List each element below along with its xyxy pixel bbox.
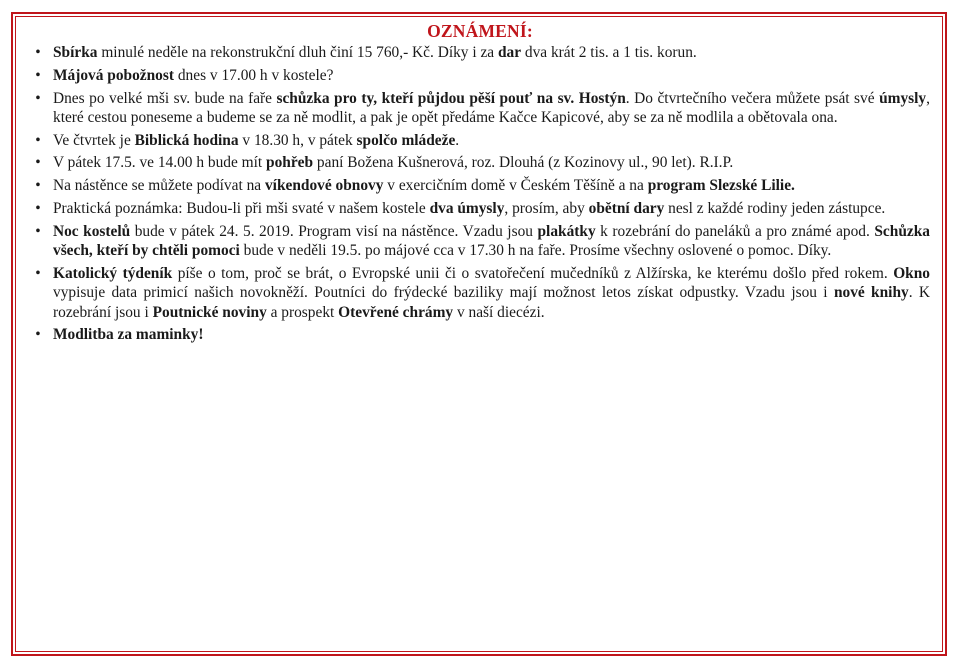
list-item — [30, 131, 930, 150]
text: Na nástěnce se můžete podívat na — [53, 177, 265, 195]
bold-text: obětní dary — [588, 200, 665, 218]
text: . Do čtvrtečního večera můžete psát své — [625, 89, 880, 107]
text: v 18.30 h, v pátek — [238, 131, 357, 149]
bold-text: Otevřené chrámy — [338, 303, 454, 321]
list-item — [30, 153, 930, 172]
bold-text: nové knihy — [833, 284, 909, 302]
text: V pátek 17.5. ve 14.00 h bude mít — [53, 154, 267, 172]
announcement-document — [30, 20, 930, 348]
list-item — [30, 199, 930, 218]
text: paní Božena Kušnerová, roz. Dlouhá (z Kozinovy ul., 90 let). R.I.P. — [313, 154, 734, 172]
text: . K rozebrání jsou i — [53, 284, 931, 321]
bold-text: úmysly — [879, 89, 927, 107]
bold-text: Sbírka — [53, 44, 98, 61]
bullet-icon: • — [35, 222, 41, 240]
bold-text: dva úmysly — [429, 200, 505, 218]
bullet-icon: • — [35, 200, 41, 218]
bullet-icon: • — [35, 131, 41, 149]
text: Dnes po velké mši sv. bude na faře — [53, 89, 277, 107]
list-item — [30, 43, 930, 62]
text: . — [455, 131, 460, 149]
text: bude v pátek 24. 5. 2019. Program visí na nástěnce. Vzadu jsou — [130, 222, 538, 240]
bullet-icon: • — [35, 154, 41, 172]
list-item — [30, 66, 930, 85]
text: píše o tom, proč se brát, o Evropské unii či o svatořečení mučedníků z Alžírska, ke kterému došlo před rokem. — [172, 264, 894, 282]
text: minulé neděle na rekonstrukční dluh činí 15 760,- Kč. Díky i za — [97, 44, 498, 61]
list-item — [30, 176, 930, 195]
bold-text: spolčo mládeže — [356, 131, 456, 149]
text: v naší diecézi. — [453, 303, 545, 321]
list-item — [30, 325, 930, 344]
text: k rozebrání do paneláků a pro známé apod. — [595, 222, 875, 240]
text: Praktická poznámka: Budou-li při mši svaté v našem kostele — [53, 200, 430, 218]
bullet-icon: • — [35, 89, 41, 107]
bold-text: schůzka pro ty, kteří půjdou pěší pouť na sv. Hostýn — [276, 89, 626, 107]
bold-text: dar — [497, 44, 522, 61]
bullet-icon: • — [35, 177, 41, 195]
bullet-icon: • — [35, 66, 41, 84]
text: dnes v 17.00 h v kostele? — [174, 66, 334, 84]
bold-text: plakátky — [537, 222, 596, 240]
announcement-list — [30, 43, 930, 345]
text: bude v neděli 19.5. po májové cca v 17.30 h na faře. Prosíme všechny oslovené o pomoc. Díky. — [239, 242, 832, 260]
bold-text: Katolický týdeník — [53, 264, 173, 282]
text: v exercičním domě v Českém Těšíně a na — [383, 177, 648, 195]
bullet-icon: • — [35, 264, 41, 282]
bullet-icon: • — [35, 44, 41, 61]
text: vypisuje data primicí našich novokněží. Poutníci do frýdecké baziliky mají možnost letos získat odpustky. Vzadu jsou i — [53, 284, 834, 302]
text: Ve čtvrtek je — [53, 131, 135, 149]
text: a prospekt — [266, 303, 339, 321]
page-title: OZNÁMENÍ: — [427, 21, 533, 41]
bold-text: Noc kostelů — [53, 222, 131, 240]
bold-text: Modlitba za maminky! — [53, 326, 204, 344]
bold-text: Májová pobožnost — [53, 66, 174, 84]
bullet-icon: • — [35, 326, 41, 344]
bold-text: program Slezské Lilie. — [647, 177, 795, 195]
bold-text: Schůzka všech, kteří by chtěli pomoci — [53, 222, 930, 260]
list-item — [30, 89, 930, 128]
text: dva krát 2 tis. a 1 tis. korun. — [521, 44, 697, 61]
text: , které cestou poneseme a budeme se za ně modlit, a pak je opět předáme Kačce Kapicové, aby se za ně modlila a obětovala ona. — [53, 89, 930, 126]
bold-text: Okno — [893, 264, 930, 282]
bold-text: Poutnické noviny — [152, 303, 267, 321]
bold-text: víkendové obnovy — [264, 177, 384, 195]
bold-text: Biblická hodina — [134, 131, 239, 149]
text: nesl z každé rodiny jeden zástupce. — [664, 200, 886, 218]
list-item — [30, 222, 930, 261]
bold-text: pohřeb — [266, 154, 314, 172]
text: , prosím, aby — [504, 200, 589, 218]
list-item — [30, 264, 930, 322]
